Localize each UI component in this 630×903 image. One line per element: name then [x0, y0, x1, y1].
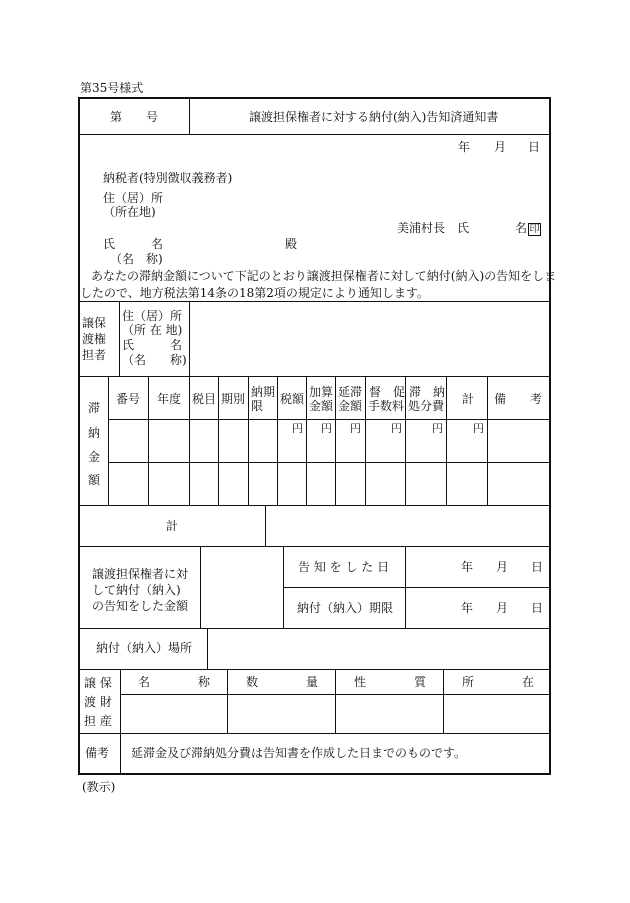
- divider: [207, 629, 208, 669]
- holder-name: 氏 名: [122, 338, 183, 352]
- divider: [265, 506, 266, 546]
- deadline-month: 月: [496, 601, 509, 615]
- notice-label-1: 譲渡担保権者に対: [92, 567, 189, 581]
- col-kasan-2: 金額: [309, 399, 334, 413]
- col-biko: 備 考: [494, 392, 543, 406]
- col-shobun-2: 処分費: [408, 399, 445, 413]
- notified-day: 日: [531, 560, 544, 574]
- divider: [443, 670, 444, 733]
- holder-label-2: 渡権: [82, 332, 107, 346]
- divider: [487, 377, 488, 505]
- divider: [365, 377, 366, 505]
- yen-kasan: 円: [321, 422, 332, 435]
- holder-address-sub: （所 在 地): [122, 323, 183, 337]
- divider: [189, 98, 190, 134]
- date-year: 年: [458, 140, 471, 154]
- divider: [283, 587, 550, 588]
- mayor-name-suffix: 名 印: [515, 221, 540, 235]
- deadline-day: 日: [531, 601, 544, 615]
- number-label: 第 号: [110, 110, 159, 124]
- divider: [79, 669, 550, 670]
- holder-address: 住（居）所: [122, 309, 183, 323]
- col-entai-2: 金額: [338, 399, 363, 413]
- property-label-1: 譲 保: [84, 676, 112, 690]
- divider: [119, 302, 120, 376]
- notice-label-2: して納付（納入): [92, 583, 181, 597]
- col-tokusoku-1: 督 促: [369, 385, 406, 399]
- col-nofukigen-2: 限: [251, 399, 264, 413]
- taxpayer-address-sub: （所在地): [103, 205, 156, 219]
- divider: [306, 377, 307, 505]
- holder-label-3: 担者: [82, 348, 107, 362]
- col-location: 所 在: [462, 675, 535, 689]
- total-label: 計: [166, 519, 179, 533]
- date-month: 月: [494, 140, 507, 154]
- taxpayer-address: 住（居）所: [103, 191, 164, 205]
- divider: [79, 628, 550, 629]
- col-name: 名 称: [138, 675, 211, 689]
- divider: [189, 302, 190, 376]
- col-bango: 番号: [116, 392, 141, 406]
- yen-entai: 円: [350, 422, 361, 435]
- col-shobun-1: 滞 納: [409, 385, 446, 399]
- divider: [108, 419, 550, 420]
- taxpayer-label: 納税者(特別徴収義務者): [103, 171, 233, 185]
- divider: [148, 377, 149, 505]
- divider: [277, 377, 278, 505]
- seal-mark: 印: [529, 224, 540, 235]
- form-title: 譲渡担保権者に対する納付(納入)告知済通知書: [249, 110, 499, 124]
- holder-name-sub: （名 称): [122, 353, 187, 367]
- divider: [283, 547, 284, 628]
- divider: [335, 670, 336, 733]
- yen-zeigaku: 円: [292, 422, 303, 435]
- col-zeimoku: 税目: [192, 392, 217, 406]
- col-kasan-1: 加算: [309, 385, 334, 399]
- divider: [335, 377, 336, 505]
- divider: [200, 547, 201, 628]
- col-tokusoku-2: 手数料: [368, 399, 405, 413]
- arrears-label-1: 滞: [88, 401, 101, 415]
- payment-place-label: 納付（納入）場所: [96, 641, 193, 655]
- divider: [79, 546, 550, 547]
- divider: [227, 670, 228, 733]
- form-number: 第35号様式: [80, 81, 144, 95]
- body-text-line2: したので、地方税法第14条の18第2項の規定により通知します。: [80, 286, 429, 300]
- notified-year: 年: [461, 560, 474, 574]
- footer-note: (教示): [82, 780, 116, 794]
- body-text-line1: あなたの滞納金額について下記のとおり譲渡担保権者に対して納付(納入)の告知をしま: [91, 269, 557, 283]
- col-nendo: 年度: [157, 392, 182, 406]
- col-nofukigen-1: 納期: [251, 385, 276, 399]
- notified-month: 月: [496, 560, 509, 574]
- divider: [79, 376, 550, 377]
- col-zeigaku: 税額: [280, 392, 305, 406]
- property-label-2: 渡 財: [84, 695, 112, 709]
- notified-date-label: 告 知 を し た 日: [298, 560, 390, 574]
- remarks-label: 備考: [85, 746, 110, 760]
- honorific-dono: 殿: [285, 237, 298, 251]
- divider: [405, 377, 406, 505]
- taxpayer-name-sub: （名 称): [110, 252, 163, 266]
- divider: [108, 377, 109, 505]
- arrears-label-3: 金: [88, 450, 101, 464]
- date-day: 日: [528, 140, 541, 154]
- arrears-label-4: 額: [88, 473, 101, 487]
- divider: [218, 377, 219, 505]
- divider: [446, 377, 447, 505]
- divider: [79, 301, 550, 302]
- col-kibetsu: 期別: [221, 392, 246, 406]
- col-quantity: 数 量: [246, 675, 319, 689]
- taxpayer-name: 氏 名: [103, 237, 164, 251]
- holder-label-1: 譲保: [82, 316, 107, 330]
- deadline-label: 納付（納入）期限: [297, 601, 394, 615]
- yen-kei: 円: [473, 422, 484, 435]
- col-nature: 性 質: [354, 675, 427, 689]
- mayor-label: 美浦村長 氏: [397, 221, 470, 235]
- divider: [108, 462, 550, 463]
- col-kei: 計: [462, 392, 475, 406]
- divider: [189, 377, 190, 505]
- divider: [79, 134, 550, 135]
- divider: [120, 670, 121, 773]
- yen-tokusoku: 円: [391, 422, 402, 435]
- notice-label-3: の告知をした金額: [92, 599, 189, 613]
- col-entai-1: 延滞: [338, 385, 363, 399]
- arrears-label-2: 納: [88, 426, 101, 440]
- divider: [79, 733, 550, 734]
- property-label-3: 担 産: [84, 714, 112, 728]
- divider: [248, 377, 249, 505]
- divider: [79, 505, 550, 506]
- yen-shobun: 円: [432, 422, 443, 435]
- deadline-year: 年: [461, 601, 474, 615]
- divider: [405, 547, 406, 628]
- remarks-text: 延滞金及び滞納処分費は告知書を作成した日までのものです。: [131, 746, 467, 760]
